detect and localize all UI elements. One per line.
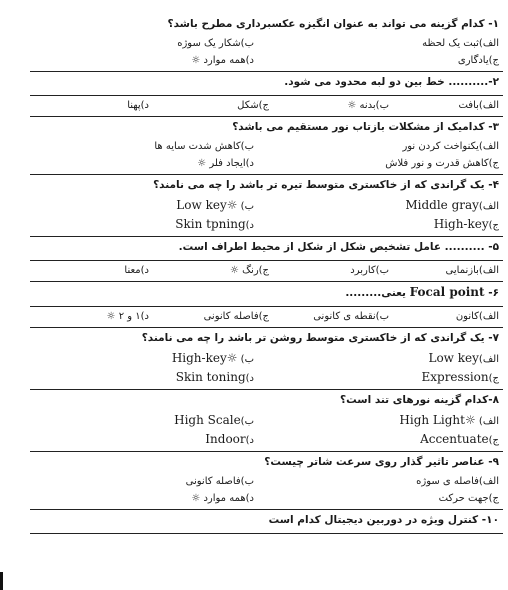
question-8: ۸-کدام گزینه نورهای تند است؟ — [340, 394, 499, 406]
q8-option-d: د)Indoor — [205, 432, 254, 446]
q7-option-c: ج)Expression — [421, 370, 499, 384]
q6-option-d: د)۱ و ۲ ☼ — [106, 311, 149, 322]
q2-option-c: ج)شکل — [237, 100, 269, 111]
q5-option-c: ج)رنگ ☼ — [229, 265, 269, 276]
question-4: ۴- یک گراندی که از خاکستری متوسط تیره تر باشد را چه می نامند؟ — [153, 179, 499, 191]
question-1: ۱- کدام گزینه می تواند به عنوان انگیزه عکسبرداری مطرح باشد؟ — [167, 18, 499, 30]
divider — [30, 533, 503, 534]
q2-option-d: د)پهنا — [127, 100, 149, 111]
question-10: ۱۰- کنترل ویژه در دوربین دیجیتال کدام است — [268, 514, 499, 526]
q7-option-d: د)Skin toning — [175, 370, 254, 384]
q9-option-c: ج)جهت حرکت — [438, 493, 499, 504]
q3-option-b: ب)کاهش شدت سایه ها — [154, 141, 254, 152]
q8-option-c: ج)Accentuate — [420, 432, 499, 446]
edge-mark — [0, 572, 3, 590]
q4-option-b: ب) Low key☼ — [176, 198, 254, 212]
q4-option-d: د)Skin tpning — [175, 217, 254, 231]
q5-option-d: د)معنا — [124, 265, 149, 276]
q1-option-b: ب)شکار یک سوژه — [177, 38, 254, 49]
q5-option-b: ب)کاربرد — [350, 265, 389, 276]
q5-option-a: الف)بازنمایی — [445, 265, 499, 276]
q8-option-a: الف) High Light☼ — [399, 413, 499, 427]
question-6: ۶- Focal point یعنی......... — [345, 285, 499, 299]
q3-option-a: الف)یکنواخت کردن نور — [402, 141, 499, 152]
question-5: ۵- .......... عامل تشخیص شکل از شکل از محیط اطراف است. — [178, 241, 499, 253]
q1-option-c: ج)یادگاری — [457, 55, 499, 66]
q4-option-c: ج)High-key — [433, 217, 499, 231]
q2-option-b: ب)بدنه ☼ — [347, 100, 389, 111]
q6-option-b: ب)نقطه ی کانونی — [313, 311, 389, 322]
q9-option-a: الف)فاصله ی سوژه — [416, 476, 499, 487]
question-7: ۷- یک گراندی که از خاکستری متوسط روشن تر باشد را چه می نامند؟ — [141, 332, 499, 344]
q8-option-b: ب)High Scale — [174, 413, 254, 427]
q1-option-d: د)همه موارد ☼ — [191, 55, 254, 66]
q3-option-d: د)ایجاد فلر ☼ — [197, 158, 254, 169]
q7-option-a: الف)Low key — [428, 351, 499, 365]
q6-option-c: ج)فاصله کانونی — [203, 311, 269, 322]
q2-option-a: الف)بافت — [458, 100, 499, 111]
question-2: ۲-.......... خط بین دو لبه محدود می شود. — [284, 76, 499, 88]
q1-option-a: الف)ثبت یک لحظه — [422, 38, 499, 49]
q9-option-d: د)همه موارد ☼ — [191, 493, 254, 504]
q3-option-c: ج)کاهش قدرت و نور فلاش — [385, 158, 499, 169]
q7-option-b: ب) High-key☼ — [171, 351, 254, 365]
question-9: ۹- عناصر تاثیر گذار روی سرعت شاتر چیست؟ — [264, 456, 499, 468]
quiz-sheet — [30, 14, 503, 534]
q6-option-a: الف)کانون — [455, 311, 499, 322]
q9-option-b: ب)فاصله کانونی — [185, 476, 254, 487]
question-3: ۳- کدامیک از مشکلات بازتاب نور مستقیم می باشد؟ — [232, 121, 499, 133]
q4-option-a: الف)Middle gray — [405, 198, 499, 212]
